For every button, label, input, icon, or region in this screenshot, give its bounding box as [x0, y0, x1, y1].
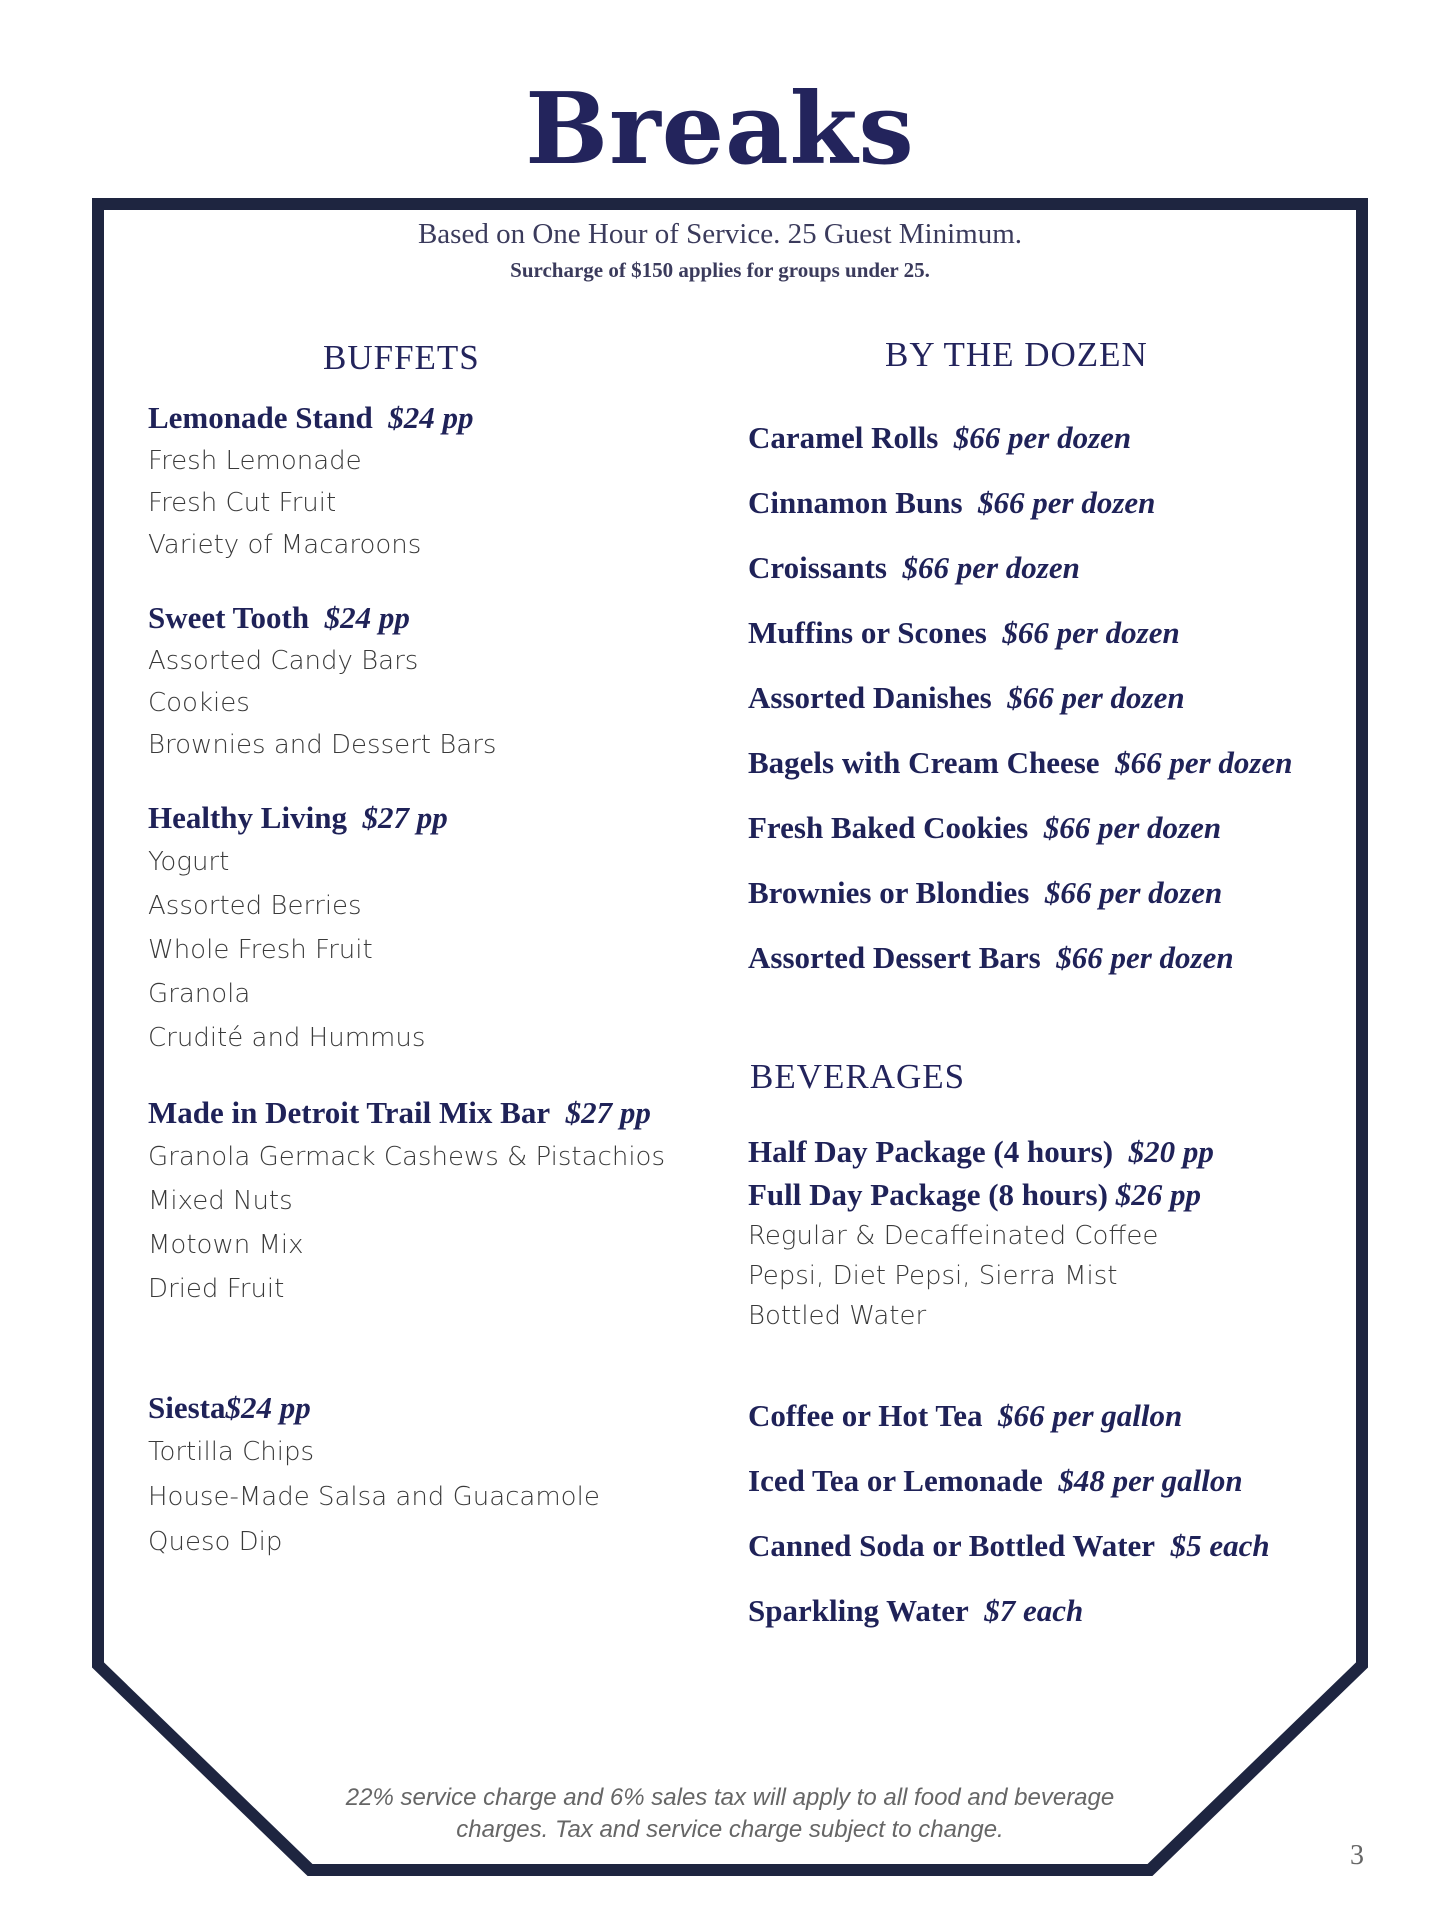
package-name: Full Day Package (8 hours) [748, 1177, 1108, 1212]
dozen-name: Caramel Rolls [748, 420, 939, 455]
service-note: Based on One Hour of Service. 25 Guest Minimum. [417, 218, 1023, 250]
package-price: $26 pp [1115, 1177, 1201, 1212]
dozen-name: Bagels with Cream Cheese [748, 745, 1100, 780]
buffet-line: Granola [148, 979, 251, 1009]
by-the-dozen-heading: BY THE DOZEN [885, 335, 1148, 374]
buffet-price: $24 pp [225, 1390, 311, 1425]
dozen-item [748, 665, 1292, 730]
footer-line: charges. Tax and service charge subject to change. [456, 1816, 1004, 1843]
buffet-line: Whole Fresh Fruit [148, 935, 373, 965]
buffet-line: Motown Mix [148, 1230, 304, 1260]
package-price: $20 pp [1128, 1134, 1214, 1169]
buffet-line: Cookies [148, 688, 250, 718]
package-line: Pepsi, Diet Pepsi, Sierra Mist [748, 1261, 1118, 1291]
dozen-price: $66 per dozen [1044, 875, 1223, 910]
beverage-list [748, 1383, 1270, 1643]
dozen-name: Fresh Baked Cookies [748, 810, 1029, 845]
dozen-name: Assorted Dessert Bars [748, 940, 1041, 975]
beverage-name: Canned Soda or Bottled Water [748, 1528, 1156, 1563]
beverage-packages [748, 1130, 1214, 1336]
footer-note [250, 1782, 1210, 1846]
buffet-line: Queso Dip [148, 1527, 283, 1557]
buffet-lemonade-stand [148, 400, 474, 566]
dozen-price: $66 per dozen [953, 420, 1132, 455]
buffet-line: Variety of Macaroons [148, 530, 422, 560]
package-line: Regular & Decaffeinated Coffee [748, 1221, 1159, 1251]
buffet-title [148, 800, 448, 836]
page-number: 3 [1350, 1840, 1364, 1871]
buffet-line: Fresh Lemonade [148, 446, 362, 476]
dozen-item [748, 405, 1292, 470]
dozen-item [748, 470, 1292, 535]
dozen-list [748, 405, 1292, 990]
beverage-item [748, 1448, 1270, 1513]
package-item [748, 1173, 1214, 1216]
beverage-price: $5 each [1170, 1528, 1270, 1563]
beverage-item [748, 1513, 1270, 1578]
dozen-item [748, 730, 1292, 795]
beverage-price: $66 per gallon [997, 1398, 1183, 1433]
dozen-price: $66 per dozen [1115, 745, 1293, 780]
buffet-title [148, 1095, 665, 1131]
package-item [748, 1130, 1214, 1173]
package-name: Half Day Package (4 hours) [748, 1134, 1114, 1169]
buffet-healthy-living [148, 800, 448, 1060]
buffets-heading: BUFFETS [323, 338, 480, 377]
beverage-name: Coffee or Hot Tea [748, 1398, 983, 1433]
buffet-line: House-Made Salsa and Guacamole [148, 1482, 600, 1512]
buffet-trail-mix-bar [148, 1095, 665, 1311]
dozen-name: Croissants [748, 550, 887, 585]
buffet-name: Healthy Living [148, 800, 347, 835]
dozen-item [748, 535, 1292, 600]
dozen-name: Assorted Danishes [748, 680, 992, 715]
buffet-line: Brownies and Dessert Bars [148, 730, 497, 760]
dozen-price: $66 per dozen [1002, 615, 1180, 650]
beverage-price: $7 each [984, 1593, 1084, 1628]
beverage-item [748, 1578, 1270, 1643]
buffet-siesta [148, 1390, 600, 1565]
beverage-name: Iced Tea or Lemonade [748, 1463, 1043, 1498]
dozen-item [748, 600, 1292, 665]
buffet-line: Assorted Candy Bars [148, 646, 419, 676]
dozen-name: Muffins or Scones [748, 615, 987, 650]
buffet-title [148, 1390, 600, 1426]
page-title: Breaks [525, 72, 915, 187]
package-line: Bottled Water [748, 1301, 927, 1331]
footer-line: 22% service charge and 6% sales tax will apply to all food and beverage [345, 1784, 1115, 1811]
buffet-line: Assorted Berries [148, 891, 362, 921]
buffet-title [148, 400, 474, 436]
dozen-name: Cinnamon Buns [748, 485, 963, 520]
buffet-line: Tortilla Chips [148, 1437, 315, 1467]
beverage-name: Sparkling Water [748, 1593, 969, 1628]
beverages-heading: BEVERAGES [750, 1057, 966, 1096]
buffet-name: Lemonade Stand [148, 400, 373, 435]
buffet-title [148, 600, 496, 636]
buffet-price: $27 pp [362, 800, 448, 835]
dozen-price: $66 per dozen [1007, 680, 1185, 715]
dozen-item [748, 860, 1292, 925]
dozen-price: $66 per dozen [1056, 940, 1234, 975]
surcharge-note: Surcharge of $150 applies for groups under 25. [510, 258, 930, 282]
buffet-line: Mixed Nuts [148, 1186, 293, 1216]
dozen-price: $66 per dozen [1043, 810, 1222, 845]
beverage-item [748, 1383, 1270, 1448]
buffet-name: Sweet Tooth [148, 600, 310, 635]
buffet-line: Crudité and Hummus [148, 1023, 426, 1053]
dozen-item [748, 925, 1292, 990]
buffet-line: Granola Germack Cashews & Pistachios [148, 1142, 666, 1172]
dozen-price: $66 per dozen [978, 485, 1156, 520]
buffet-line: Dried Fruit [148, 1274, 285, 1304]
buffet-name: Siesta [148, 1390, 226, 1425]
buffet-sweet-tooth [148, 600, 496, 766]
buffet-price: $24 pp [324, 600, 410, 635]
buffet-price: $27 pp [565, 1095, 651, 1130]
beverage-price: $48 per gallon [1058, 1463, 1243, 1498]
dozen-price: $66 per dozen [902, 550, 1080, 585]
buffet-name: Made in Detroit Trail Mix Bar [148, 1095, 551, 1130]
buffet-price: $24 pp [388, 400, 474, 435]
dozen-item [748, 795, 1292, 860]
buffet-line: Yogurt [148, 847, 230, 877]
buffet-line: Fresh Cut Fruit [148, 488, 337, 518]
dozen-name: Brownies or Blondies [748, 875, 1030, 910]
